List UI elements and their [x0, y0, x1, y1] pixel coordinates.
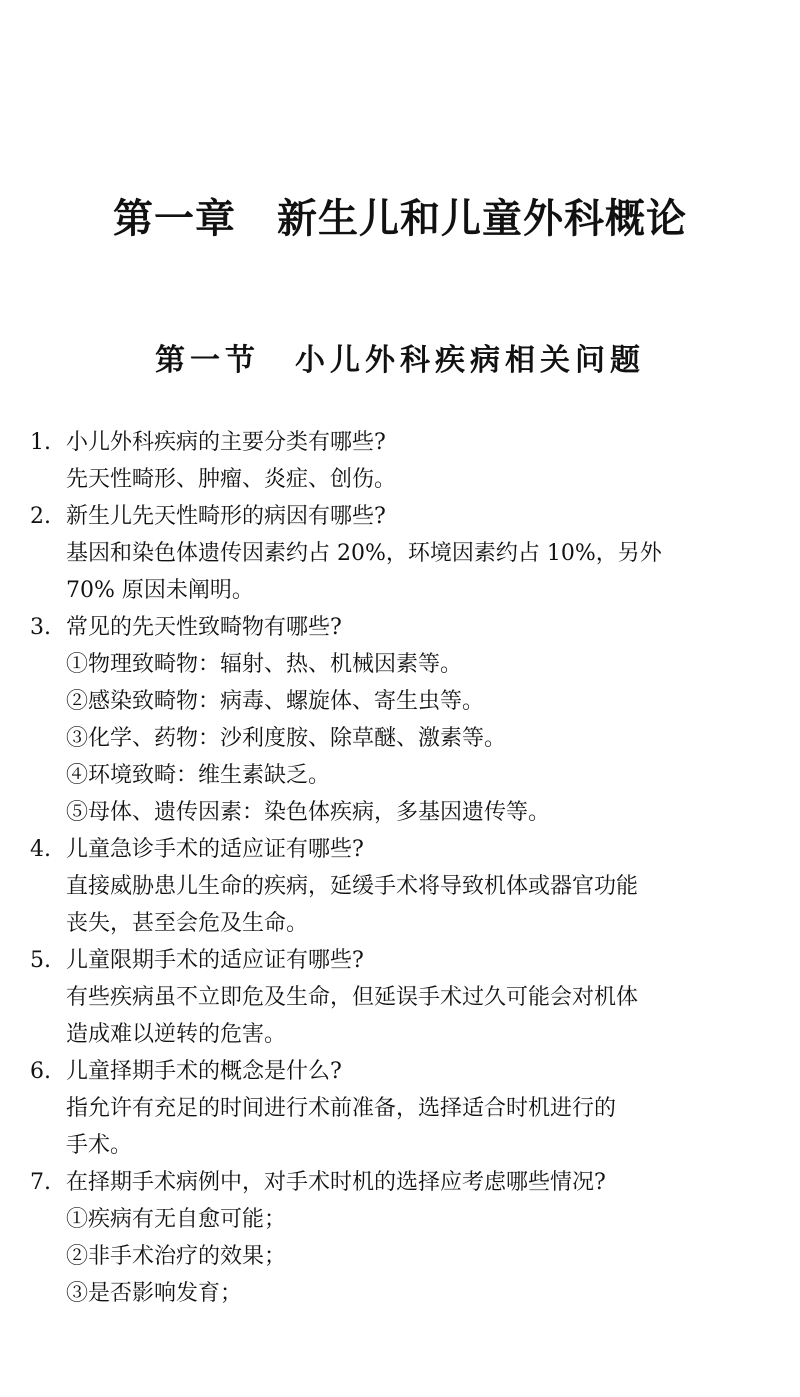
answer-line: ⑤母体、遗传因素：染色体疾病，多基因遗传等。: [66, 800, 551, 825]
answer-line: 丧失，甚至会危及生命。: [66, 911, 309, 936]
answer-line: ④环境致畸：维生素缺乏。: [66, 763, 331, 788]
question: [30, 1053, 730, 1090]
question: [30, 942, 730, 979]
qa-item-4: [30, 831, 730, 942]
question-number: 1.: [30, 430, 51, 455]
answer-line: ②非手术治疗的效果；: [66, 1244, 287, 1269]
answer-line: ①物理致畸物：辐射、热、机械因素等。: [66, 652, 463, 677]
qa-item-6: [30, 1053, 730, 1164]
question-number: 7.: [30, 1170, 51, 1195]
chapter-title: 第一章 新生儿和儿童外科概论: [113, 195, 687, 242]
question-text: 儿童急诊手术的适应证有哪些?: [66, 837, 364, 862]
question: [30, 498, 730, 535]
question: [30, 831, 730, 868]
qa-item-3: [30, 609, 730, 831]
question-number: 6.: [30, 1059, 51, 1084]
qa-item-5: [30, 942, 730, 1053]
question: [30, 424, 730, 461]
answer-line: 手术。: [66, 1133, 133, 1158]
qa-item-2: [30, 498, 730, 609]
question-text: 儿童限期手术的适应证有哪些?: [66, 948, 364, 973]
answer-line: 70% 原因未阐明。: [66, 578, 254, 603]
answer-line: 指允许有充足的时间进行术前准备，选择适合时机进行的: [66, 1096, 617, 1121]
question: [30, 1164, 730, 1201]
question-number: 5.: [30, 948, 51, 973]
answer-line: 直接威胁患儿生命的疾病，延缓手术将导致机体或器官功能: [66, 874, 639, 899]
qa-list: [30, 424, 730, 1312]
answer-line: ②感染致畸物：病毒、螺旋体、寄生虫等。: [66, 689, 485, 714]
question-text: 儿童择期手术的概念是什么?: [66, 1059, 342, 1084]
answer-line: ①疾病有无自愈可能；: [66, 1207, 287, 1232]
question-text: 在择期手术病例中，对手术时机的选择应考虑哪些情况?: [66, 1170, 606, 1195]
section-title: 第一节 小儿外科疾病相关问题: [155, 342, 645, 378]
question-text: 常见的先天性致畸物有哪些?: [66, 615, 342, 640]
answer-line: ③化学、药物：沙利度胺、除草醚、激素等。: [66, 726, 507, 751]
answer-line: ③是否影响发育；: [66, 1281, 243, 1306]
answer-line: 先天性畸形、肿瘤、炎症、创伤。: [66, 467, 397, 492]
question: [30, 609, 730, 646]
question-text: 小儿外科疾病的主要分类有哪些?: [66, 430, 386, 455]
qa-item-1: [30, 424, 730, 498]
question-number: 3.: [30, 615, 51, 640]
question-number: 4.: [30, 837, 51, 862]
answer-line: 基因和染色体遗传因素约占 20%，环境因素约占 10%，另外: [66, 541, 662, 566]
question-number: 2.: [30, 504, 51, 529]
qa-item-7: [30, 1164, 730, 1312]
answer-line: 造成难以逆转的危害。: [66, 1022, 287, 1047]
question-text: 新生儿先天性畸形的病因有哪些?: [66, 504, 386, 529]
answer-line: 有些疾病虽不立即危及生命，但延误手术过久可能会对机体: [66, 985, 639, 1010]
